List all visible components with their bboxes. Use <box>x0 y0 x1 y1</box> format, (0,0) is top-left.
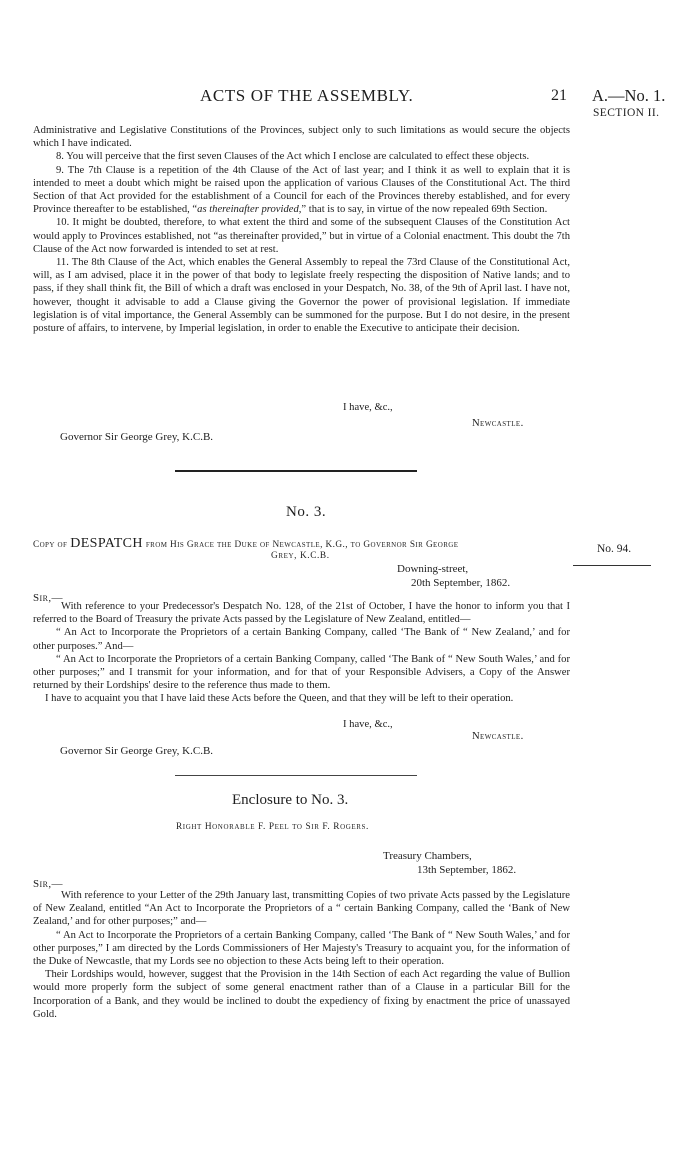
section-label: SECTION II. <box>593 107 660 119</box>
title-description: from His Grace the Duke of Newcastle, K.G., to Governor Sir George <box>145 540 459 550</box>
despatch-3-paragraph-1: With reference to your Predecessor's Despatch No. 128, of the 21st of October, I have the honor to inform you that I referred to the Board of Treasury the private Acts passed by the Legislature of New Zealand, entitled— <box>33 601 570 626</box>
enclosure-heading: Enclosure to No. 3. <box>232 792 349 808</box>
signature: Newcastle. <box>472 418 524 429</box>
paragraph-9-part-b: ” that is to say, in virtue of the now repealed 69th Section. <box>301 204 548 216</box>
salutation: Sir,— <box>33 878 63 890</box>
despatch-date: 20th September, 1862. <box>411 577 511 589</box>
title-main: DESPATCH <box>70 536 143 551</box>
despatch-2-continuation <box>33 124 570 335</box>
paragraph-9-part-a: 9. The 7th Clause is a repetition of the 4th Clause of the Act of last year; and I think it as well to explain that it is intended to meet a doubt which might be raised upon the application of various Clauses of the Constitutional Act. The third Section of that Act provided for the establishment of a Council for each of the Provinces thereby established, and for every Province thereafter to be established, “ <box>33 164 570 216</box>
despatch-number-heading: No. 3. <box>286 504 327 520</box>
despatch-place: Downing-street, <box>397 563 469 575</box>
paragraph-9 <box>33 164 570 217</box>
addressee: Governor Sir George Grey, K.C.B. <box>60 745 214 757</box>
enclosure-body <box>33 889 570 1021</box>
despatch-3-paragraph-2: I have to acquaint you that I have laid these Acts before the Queen, and that they will be left to their operation. <box>45 693 514 705</box>
section-divider <box>175 775 417 776</box>
series-reference: A.—No. 1. <box>592 86 666 105</box>
paragraph-8: 8. You will perceive that the first seven Clauses of the Act which I enclose are calculated to effect these objects. <box>56 151 530 163</box>
act-title-new-south-wales: “ An Act to Incorporate the Proprietors of a certain Banking Company, called ‘The Bank of “ New South Wales,’ and for other purposes;” and I transmit for your information, and for that of your Responsible Advisers, a Copy of the Answer returned by their Lordships' desire to the reference thus made to them. <box>33 653 570 692</box>
enclosure-paragraph-3: Their Lordships would, however, suggest that the Provision in the 14th Section of each Act regarding the value of Bullion would more properly form the subject of some general enactment rather than of a Clause in a particular Bill for the Incorporation of a Bank, and they would be inclined to doubt the expediency of fixing by enactment the price of unassayed Gold. <box>33 969 570 1020</box>
paragraph-11: 11. The 8th Clause of the Act, which enables the General Assembly to repeal the 73rd Clause of the Constitutional Act, will, as I am advised, place it in the power of that body to legislate freely respecting the disposition of Native lands; and to pass, if they shall think fit, the Bill of which a draft was enclosed in your Despatch, No. 38, of the 9th of April last. I have not, however, thought it advisable to add a Clause giving the Governor the power of provisional legislation. If immediate legislation is of vital importance, the General Assembly can be summoned for the purpose. But I do not desire, in the present posture of affairs, to intervene, by Imperial legislation, in order to enable the Executive to anticipate their decision. <box>33 257 570 335</box>
act-title-new-zealand: “ An Act to Incorporate the Proprietors of a certain Banking Company, called ‘The Bank of “ New Zealand,’ and for other purposes.” And— <box>33 627 570 652</box>
despatch-title-line-2: Grey, K.C.B. <box>271 551 330 561</box>
margin-reference-rule <box>573 565 651 566</box>
paragraph-9-italic: as thereinafter provided, <box>197 204 302 216</box>
paragraph-10: 10. It might be doubted, therefore, to what extent the third and some of the subsequent Clauses of the Constitution Act would apply to Provinces established, not “as thereinafter provided,” but in virtue of a Colonial enactment. This doubt the 7th Clause of the Act now forwarded is intended to set at rest. <box>33 217 570 255</box>
despatch-title-line-1 <box>33 536 458 552</box>
salutation: Sir,— <box>33 592 63 604</box>
margin-reference: No. 94. <box>597 543 632 555</box>
enclosure-paragraph-2: “ An Act to Incorporate the Proprietors of a certain Banking Company, called ‘The Bank of “ New South Wales,’ and for other purposes,” I am directed by the Lords Commissioners of Her Majesty's Treasury to acquaint you, for the information of the Duke of Newcastle, that my Lords see no objection to these Acts being left to their operation. <box>33 929 570 968</box>
closing-formula: I have, &c., <box>343 719 393 730</box>
paragraph-continued: Administrative and Legislative Constitutions of the Provinces, subject only to such limitations as would secure the objects which I have indicated. <box>33 125 570 150</box>
enclosure-subtitle: Right Honorable F. Peel to Sir F. Rogers. <box>176 822 369 832</box>
title-prefix: Copy of <box>33 540 68 550</box>
page-number: 21 <box>551 87 567 104</box>
despatch-3-body <box>33 600 570 706</box>
enclosure-paragraph-1: With reference to your Letter of the 29th January last, transmitting Copies of two private Acts passed by the Legislature of New Zealand, entitled “An Act to Incorporate the Proprietors of a “ certain Banking Company, called the ‘Bank of New Zealand,’ and for other purposes;” and— <box>33 890 570 928</box>
running-title: ACTS OF THE ASSEMBLY. <box>200 86 414 105</box>
section-divider <box>175 470 417 472</box>
enclosure-date: 13th September, 1862. <box>417 864 517 876</box>
addressee: Governor Sir George Grey, K.C.B. <box>60 431 214 443</box>
closing-formula: I have, &c., <box>343 402 393 413</box>
enclosure-place: Treasury Chambers, <box>383 850 472 862</box>
signature: Newcastle. <box>472 731 524 742</box>
